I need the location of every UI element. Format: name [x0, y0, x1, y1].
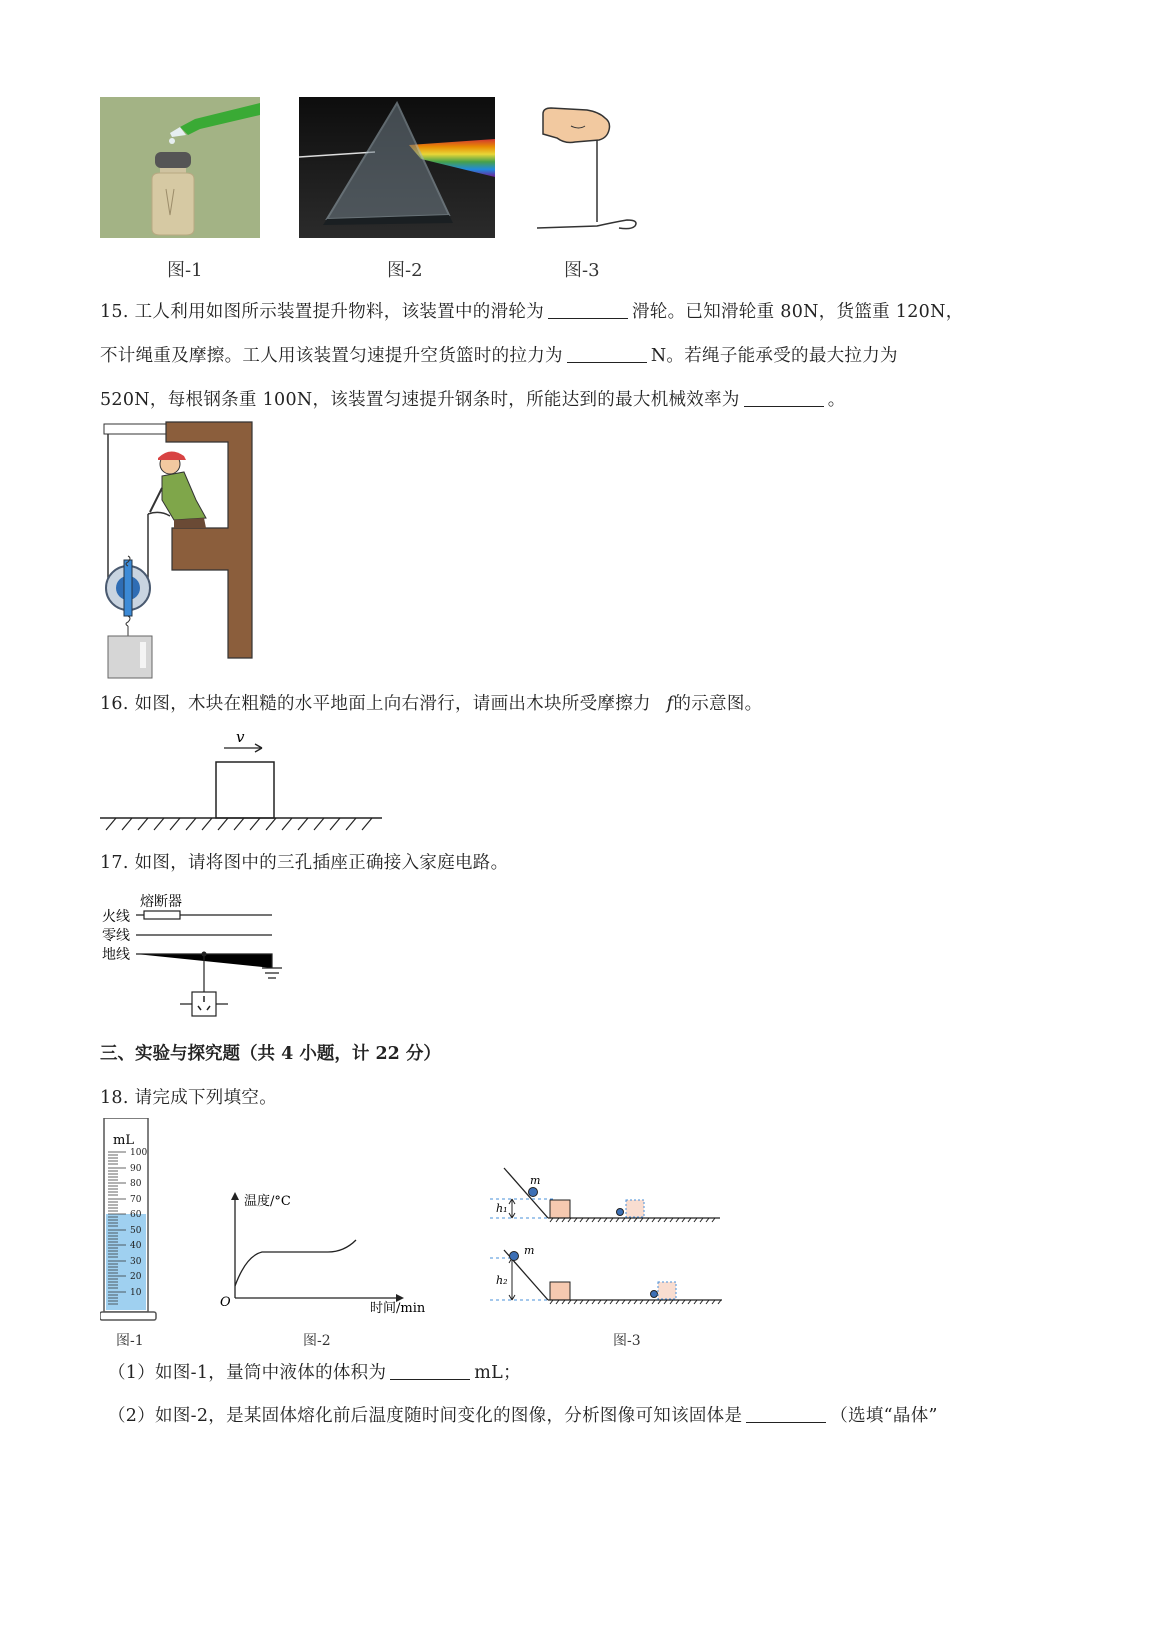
- q15-line-1: [100, 298, 964, 323]
- q18-sub1-blank[interactable]: [390, 1363, 470, 1380]
- q17-line: 17. 如图，请将图中的三孔插座正确接入家庭电路。: [100, 853, 509, 873]
- three-hole-socket[interactable]: [180, 992, 228, 1016]
- fuse-label: 熔断器: [140, 894, 182, 910]
- q15-blank-3[interactable]: [744, 390, 824, 407]
- q15-text-1a: 15. 工人利用如图所示装置提升物料，该装置中的滑轮为: [100, 302, 544, 322]
- cylinder-tick-100: 100: [130, 1148, 148, 1158]
- q15-blank-1[interactable]: [548, 302, 628, 319]
- q18-fig1-caption: 图-1: [116, 1333, 144, 1349]
- q16-velocity-label: v: [236, 728, 245, 746]
- q16-text-b: 的示意图。: [673, 694, 763, 714]
- q15-text-1b: 滑轮。已知滑轮重 80N，货篮重 120N，: [632, 302, 964, 322]
- figure-2-prism: [299, 97, 495, 238]
- q18-sub2-text-b: （选填“晶体”: [830, 1406, 938, 1426]
- m-label-lower: m: [524, 1244, 535, 1257]
- q18-fig2-caption: 图-2: [303, 1333, 331, 1349]
- cylinder-tick-40: 40: [130, 1241, 142, 1251]
- figure-2-caption: 图-2: [387, 260, 423, 281]
- cylinder-unit-label: mL: [113, 1133, 134, 1148]
- q18-sub2: [108, 1402, 938, 1427]
- q15-text-3b: 。: [827, 390, 846, 410]
- q18-temperature-graph: [218, 1186, 438, 1316]
- q15-text-3a: 520N，每根钢条重 100N，该装置匀速提升钢条时，所能达到的最大机械效率为: [100, 390, 740, 410]
- melting-curve: [235, 1240, 356, 1286]
- q18-line: 18. 请完成下列填空。: [100, 1088, 277, 1108]
- q16-block-figure: [100, 726, 390, 838]
- q18-sub1-text-a: （1）如图-1，量筒中液体的体积为: [108, 1363, 387, 1383]
- figure-1-caption: 图-1: [167, 260, 203, 281]
- q15-line-2: [100, 342, 898, 367]
- q15-blank-2[interactable]: [567, 346, 647, 363]
- figure-3-hand-string: [535, 104, 645, 236]
- cylinder-tick-80: 80: [130, 1179, 142, 1189]
- fuse-box: [144, 911, 180, 919]
- q18-sub2-blank[interactable]: [746, 1406, 826, 1423]
- q15-text-2a: 不计绳重及摩擦。工人用该装置匀速提升空货篮时的拉力为: [100, 346, 563, 366]
- q16-text-a: 16. 如图，木块在粗糙的水平地面上向右滑行，请画出木块所受摩擦力: [100, 694, 651, 714]
- graph-x-label: 时间/min: [370, 1301, 426, 1316]
- q16-f-symbol: f: [666, 694, 674, 714]
- cylinder-tick-20: 20: [130, 1272, 142, 1282]
- q18-fig3-caption: 图-3: [613, 1333, 641, 1349]
- figure-1-dropper: [100, 97, 260, 238]
- q18-sub1-text-b: mL；: [474, 1363, 521, 1383]
- cylinder-tick-90: 90: [130, 1164, 142, 1174]
- graph-origin-label: O: [220, 1295, 231, 1310]
- section-3-heading: 三、实验与探究题（共 4 小题，计 22 分）: [100, 1044, 441, 1064]
- cylinder-tick-60: 60: [130, 1210, 142, 1220]
- q15-text-2b: N。若绳子能承受的最大拉力为: [650, 346, 898, 366]
- q17-circuit-figure: [100, 890, 290, 1020]
- q15-pulley-figure: [100, 420, 260, 682]
- wooden-block: [216, 762, 274, 818]
- q15-line-3: [100, 386, 846, 411]
- q16-line: [100, 690, 762, 715]
- q18-sub1: [108, 1359, 521, 1384]
- graph-y-label: 温度/°C: [244, 1194, 291, 1209]
- cylinder-tick-50: 50: [130, 1226, 142, 1236]
- q18-sub2-text-a: （2）如图-2，是某固体熔化前后温度随时间变化的图像，分析图像可知该固体是: [108, 1406, 743, 1426]
- q18-incline-figure: [490, 1166, 730, 1312]
- figure-3-caption: 图-3: [564, 260, 600, 281]
- h1-label: h₁: [496, 1202, 508, 1215]
- q18-measuring-cylinder: [100, 1118, 160, 1322]
- cylinder-tick-70: 70: [130, 1195, 142, 1205]
- live-wire-label: 火线: [102, 909, 130, 925]
- cylinder-tick-30: 30: [130, 1257, 142, 1267]
- m-label-upper: m: [530, 1174, 541, 1187]
- h2-label: h₂: [496, 1274, 508, 1287]
- neutral-wire-label: 零线: [102, 928, 130, 944]
- earth-wire-label: 地线: [102, 947, 130, 963]
- cylinder-tick-10: 10: [130, 1288, 142, 1298]
